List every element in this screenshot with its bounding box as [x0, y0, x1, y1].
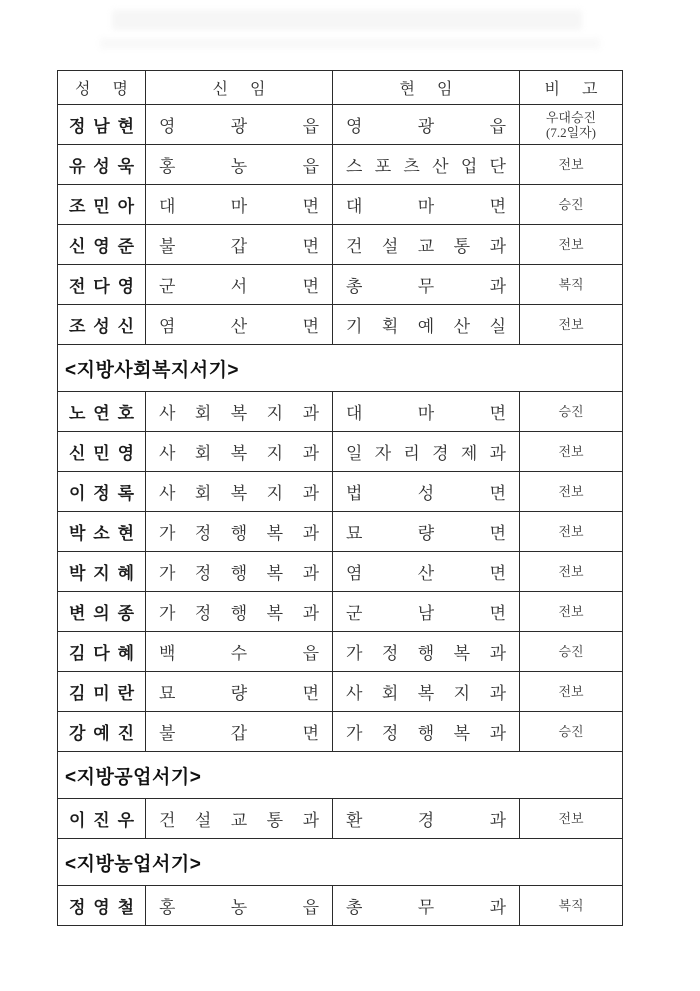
name-cell: 유 성 욱: [69, 157, 134, 176]
header-name: 성 명: [75, 81, 137, 98]
new-position-cell: 군 서 면: [145, 265, 332, 304]
current-position-cell: 가 정 행 복 과: [332, 632, 519, 671]
current-position-cell: 총 무 과: [332, 265, 519, 304]
current-position-cell: 스 포 츠 산 업 단: [332, 145, 519, 184]
current-position-cell: 대 마 면: [332, 392, 519, 431]
table-row: [58, 471, 622, 511]
table-row: [58, 224, 622, 264]
name-cell: 이 진 우: [69, 811, 134, 830]
current-position-cell: 건 설 교 통 과: [332, 225, 519, 264]
current-position-cell: 일 자 리 경 제 과: [332, 432, 519, 471]
note-cell: [519, 472, 622, 511]
header-note: 비 고: [519, 71, 622, 104]
note-cell: [519, 185, 622, 224]
name-cell: 전 다 영: [69, 277, 134, 296]
scan-artifact: [100, 38, 600, 49]
name-cell: 노 연 호: [69, 404, 134, 423]
note-cell: [519, 672, 622, 711]
note-line: 승진: [558, 404, 584, 419]
name-cell: 정 영 철: [69, 898, 134, 917]
section-row: [58, 751, 622, 798]
current-position-cell: 군 남 면: [332, 592, 519, 631]
name-cell: 조 민 아: [69, 197, 134, 216]
table-row: [58, 431, 622, 471]
name-cell: 정 남 현: [69, 117, 134, 136]
note-cell: [519, 392, 622, 431]
note-cell: [519, 305, 622, 344]
current-position-cell: 가 정 행 복 과: [332, 712, 519, 751]
table-row: [58, 711, 622, 751]
new-position-cell: 대 마 면: [145, 185, 332, 224]
new-position-cell: 사 회 복 지 과: [145, 432, 332, 471]
note-cell: [519, 799, 622, 838]
note-line: 복직: [558, 898, 584, 913]
note-cell: [519, 265, 622, 304]
section-title: <지방공업서기>: [65, 766, 202, 788]
note-line: 전보: [558, 604, 584, 619]
note-cell: [519, 592, 622, 631]
new-position-cell: 홍 농 읍: [145, 886, 332, 925]
note-line: 전보: [558, 564, 584, 579]
section-title: <지방농업서기>: [65, 853, 202, 875]
table-row: [58, 511, 622, 551]
current-position-cell: 사 회 복 지 과: [332, 672, 519, 711]
current-position-cell: 환 경 과: [332, 799, 519, 838]
table-row: [58, 631, 622, 671]
section-row: [58, 838, 622, 885]
header-current-position: 현 임: [332, 71, 519, 104]
note-line: 우대승진: [545, 109, 597, 125]
new-position-cell: 가 정 행 복 과: [145, 512, 332, 551]
name-cell: 강 예 진: [69, 724, 134, 743]
table-row: [58, 391, 622, 431]
table-row: [58, 264, 622, 304]
current-position-cell: 법 성 면: [332, 472, 519, 511]
table-header-row: [58, 71, 622, 104]
new-position-cell: 염 산 면: [145, 305, 332, 344]
note-cell: [519, 145, 622, 184]
table-row: [58, 304, 622, 344]
note-line: 전보: [558, 237, 584, 252]
table-row: [58, 104, 622, 144]
current-position-cell: 대 마 면: [332, 185, 519, 224]
new-position-cell: 불 갑 면: [145, 225, 332, 264]
name-cell: 이 정 록: [69, 484, 134, 503]
note-cell: [519, 432, 622, 471]
name-cell: 박 소 현: [69, 524, 134, 543]
new-position-cell: 가 정 행 복 과: [145, 552, 332, 591]
new-position-cell: 건 설 교 통 과: [145, 799, 332, 838]
new-position-cell: 영 광 읍: [145, 105, 332, 144]
personnel-table: [57, 70, 623, 926]
current-position-cell: 기 획 예 산 실: [332, 305, 519, 344]
note-cell: [519, 886, 622, 925]
note-line: 승진: [558, 197, 584, 212]
note-line: 전보: [558, 524, 584, 539]
name-cell: 김 미 란: [69, 684, 134, 703]
section-row: [58, 344, 622, 391]
note-cell: [519, 552, 622, 591]
table-row: [58, 798, 622, 838]
new-position-cell: 백 수 읍: [145, 632, 332, 671]
scan-artifact: [112, 10, 582, 30]
note-line: 전보: [558, 157, 584, 172]
section-title: <지방사회복지서기>: [65, 359, 240, 381]
table-row: [58, 144, 622, 184]
current-position-cell: 영 광 읍: [332, 105, 519, 144]
name-cell: 박 지 혜: [69, 564, 134, 583]
note-line: 승진: [558, 644, 584, 659]
name-cell: 김 다 혜: [69, 644, 134, 663]
name-cell: 변 의 종: [69, 604, 134, 623]
note-line: 전보: [558, 811, 584, 826]
name-cell: 신 민 영: [69, 444, 134, 463]
note-line: 전보: [558, 684, 584, 699]
note-cell: [519, 512, 622, 551]
current-position-cell: 염 산 면: [332, 552, 519, 591]
current-position-cell: 묘 량 면: [332, 512, 519, 551]
name-cell: 신 영 준: [69, 237, 134, 256]
new-position-cell: 묘 량 면: [145, 672, 332, 711]
new-position-cell: 사 회 복 지 과: [145, 472, 332, 511]
current-position-cell: 총 무 과: [332, 886, 519, 925]
note-cell: [519, 105, 622, 144]
table-row: [58, 885, 622, 925]
table-body: [58, 104, 622, 925]
new-position-cell: 가 정 행 복 과: [145, 592, 332, 631]
note-line: 전보: [558, 484, 584, 499]
note-line: (7.2일자): [545, 124, 597, 140]
table-row: [58, 551, 622, 591]
note-cell: [519, 225, 622, 264]
table-row: [58, 184, 622, 224]
new-position-cell: 홍 농 읍: [145, 145, 332, 184]
note-cell: [519, 632, 622, 671]
note-line: 복직: [558, 277, 584, 292]
note-cell: [519, 712, 622, 751]
name-cell: 조 성 신: [69, 317, 134, 336]
table-row: [58, 671, 622, 711]
new-position-cell: 사 회 복 지 과: [145, 392, 332, 431]
note-line: 승진: [558, 724, 584, 739]
header-new-position: 신 임: [145, 71, 332, 104]
note-line: 전보: [558, 317, 584, 332]
table-row: [58, 591, 622, 631]
note-line: 전보: [558, 444, 584, 459]
new-position-cell: 불 갑 면: [145, 712, 332, 751]
